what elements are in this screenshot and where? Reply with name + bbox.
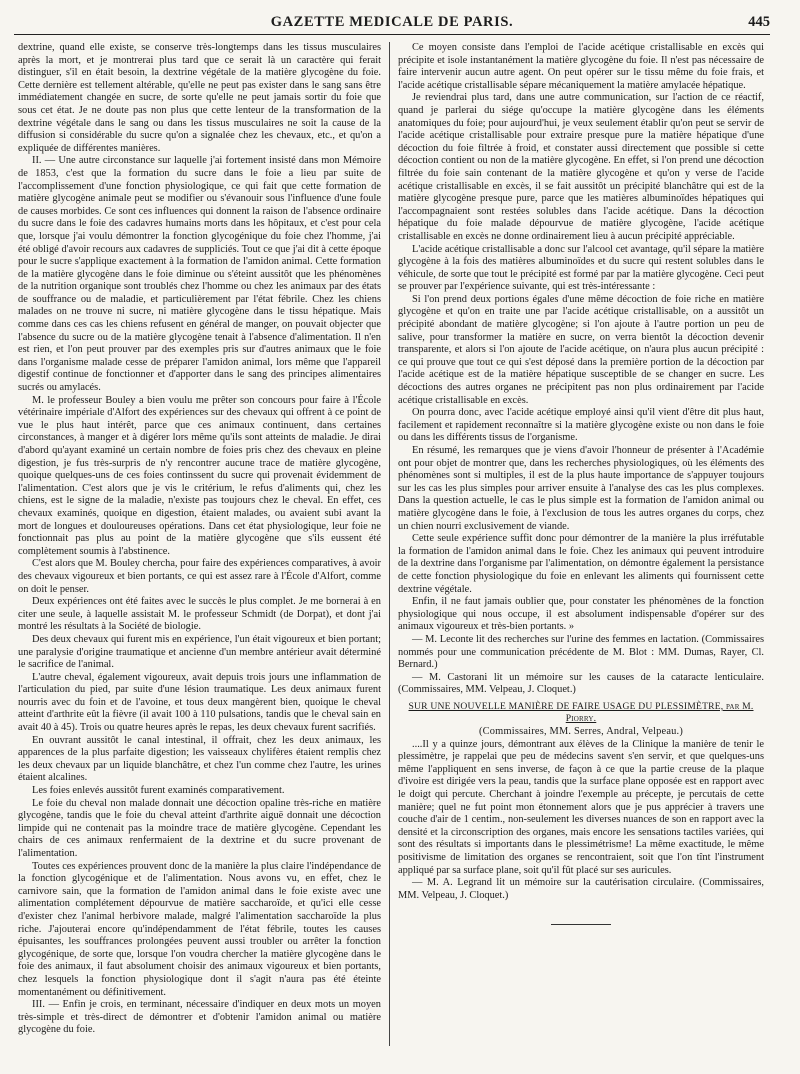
paragraph: dextrine, quand elle existe, se conserve très-longtemps dans les tissus musculaires après la mort, et je montrerai plus tard que ce serait là un caractère qui ferait distinguer, s'il en était besoin, la dextrine végétale de la matière glycogène du foie. Cette dernière est tellement altérable, qu'elle ne peut pas exister dans le sang sans être immédiatement changée en sucre, de sorte qu'elle ne peut jamais sortir du foie que sous cet état. Je ne doute pas non plus que cette lenteur de la transformation de la dextrine végétale dans le sang ou dans les tissus musculaires ne soit la cause de la diffusion si considérable du sucre qu'on a signalée chez les chevaux, etc., et qu'on a expliquée de différentes manières.	[18, 42, 381, 154]
paragraph: On pourra donc, avec l'acide acétique employé ainsi qu'il vient d'être dit plus haut, facilement et rapidement reconnaître si la matière glycogène existe ou non dans le foie ou dans les différents tissus de l'organisme.	[398, 407, 764, 444]
paragraph: Deux expériences ont été faites avec le succès le plus complet. Je me bornerai à en citer une seule, à laquelle assistait M. le professeur Schmidt (de Dorpat), et dont j'ai montré les résultats à la Société de biologie.	[18, 596, 381, 633]
paragraph: Cette seule expérience suffit donc pour démontrer de la manière la plus irréfutable la formation de l'amidon animal dans le foie. Chez les animaux qui peuvent introduire de la dextrine dans l'organisme par l'alimentation, on démontre également la persistance de cette fonction physiologique du foie en enlevant les aliments qui fournissent cette dextrine végétale.	[398, 533, 764, 595]
page-number: 445	[748, 14, 770, 30]
paragraph: Des deux chevaux qui furent mis en expérience, l'un était vigoureux et bien portant; une paralysie d'origine traumatique et ancienne d'un membre antérieur avait déterminé le sacrifice de l'animal.	[18, 633, 381, 671]
paragraph: ....Il y a quinze jours, démontrant aux élèves de la Clinique la manière de tenir le plessimètre, je rappelai que peu de médecins savent s'en servir, et que quelques-uns même l'appliquent en sens inverse, de façon à ce que la partie creuse de la plaque d'ivoire est dirigée vers la peau, tandis que la surface plane opposée est en rapport avec le doigt qui percute. Cherchant à joindre l'exemple au précepte, je percutais de cette manière; quel ne fut point mon étonnement alors que je pus apprécier à travers une couche d'air de 1 centim., non-seulement les diverses nuances de son en rapport avec la densité et la circonscription des organes, mais encore les sensations tactiles variées, qui sont des résultats si importants dans le plessimétrisme! La même exactitude, le même positivisme de limitation des organes se rencontraient, soit que l'on tînt l'instrument appliqué par sa surface plane, soit qu'il fût placé sur ses auricules.	[398, 738, 764, 876]
paragraph: M. le professeur Bouley a bien voulu me prêter son concours pour faire à l'École vétérinaire impériale d'Alfort des expériences sur des chevaux qui offrent à ce point de vue le plus haut intérêt, parce que ces animaux continuent, dans certaines circonstances, à manger et à digérer lors même qu'ils sont atteints de maladie. Je dirai d'abord qu'ayant examiné un certain nombre de foies pris chez des chevaux en pleine digestion, je fus très-surpris de n'y rencontrer aucune trace de matière glycogène, quoique quelques-uns de ces foies continssent du sucre qui provenait évidemment de l'alimentation. C'est alors que je vis le critérium, le refus d'aliments qui, chez les chiens, est le signe de la maladie, n'existe pas toujours chez le cheval. En effet, ces chevaux examinés, quoique en digestion, étaient malades, ou avaient subi avant la mort de longues et douloureuses opérations. Dans cet état physiologique, leur foie ne fonctionnait pas plus au point de la matière glycogène que s'ils eussent été complètement soumis à l'abstinence.	[18, 394, 381, 557]
paragraph: Le foie du cheval non malade donnait une décoction opaline très-riche en matière glycogène, tandis que le foie du cheval atteint d'arthrite aiguë donnait une décoction limpide qui ne contenait pas la moindre trace de matière glycogène. Cependant les chairs de ces animaux renfermaient de la dextrine et du sucre provenant de l'alimentation.	[18, 797, 381, 859]
paragraph: L'acide acétique cristallisable a donc sur l'alcool cet avantage, qu'il sépare la matière glycogène à la fois des matières albuminoïdes et du sucre qui restent solubles dans le véhicule, de sorte que tout le précipité est formé par par la matière glycogène. Ceci peut se prouver par l'expérience suivante, qui est très-intéressante :	[398, 243, 764, 293]
section-heading	[398, 701, 764, 739]
paragraph: Ce moyen consiste dans l'emploi de l'acide acétique cristallisable en excès qui précipite et isole instantanément la matière glycogène du foie. Il n'est pas nécessaire de faire intervenir aucun autre agent. On peut opérer sur le tissu même du foie frais, et l'acide acétique cristallisable sépare mécaniquement la matière amylacée hépatique.	[398, 42, 764, 91]
section-heading-title: SUR UNE NOUVELLE MANIÈRE DE FAIRE USAGE DU PLESSIMÈTRE, par M. Piorry.	[408, 700, 754, 725]
section-heading-commissioners: (Commissaires, MM. Serres, Andral, Velpeau.)	[479, 726, 683, 738]
left-column	[18, 42, 381, 1070]
journal-title: GAZETTE MEDICALE DE PARIS.	[270, 14, 514, 30]
paragraph: C'est alors que M. Bouley chercha, pour faire des expériences comparatives, à avoir des chevaux vigoureux et bien portants, ce qui est assez rare à l'École d'Alfort, comme on doit le penser.	[18, 558, 381, 595]
paragraph: Je reviendrai plus tard, dans une autre communication, sur l'action de ce réactif, quand je parlerai du siége qu'occupe la matière glycogène dans les éléments anatomiques du foie; pour aujourd'hui, je veux seulement établir qu'on peut se servir de l'acide acétique cristallisable pour extraire presque pure la matière hépatique d'une décoction du foie filtrée à froid, et constater aussi directement que possible si cette décoction contient ou non de la matière glycogène. En effet, si l'on prend une décoction filtrée du foie sain contenant de la matière glycogène et qu'on y verse de l'acide acétique cristallisable en excès, il se fait aussitôt un précipité blanchâtre qui est de la matière glycogène presque pure, parce que les matières albuminoïdes hépatiques qui l'accompagnaient sont restées solubles dans l'acide acétique. Dans la décoction hépatique du foie malade dépourvue de matière glycogène, l'acide acétique cristallisable en excès ne donne ordinairement lieu à aucun précipité appréciable.	[398, 92, 764, 242]
paragraph: En résumé, les remarques que je viens d'avoir l'honneur de présenter à l'Académie ont pour objet de montrer que, dans les recherches physiologiques, où les éléments des phénomènes sont si multiples, il est de la plus haute importance de s'appuyer toujours sur les cas les plus simples pour arriver ensuite à l'analyse des cas les plus complexes. Dans la question actuelle, le cas le plus simple est la formation de l'amidon animal ou matière glycogène dans le foie, à l'exclusion de tous les autres organes du corps, chez un chien nourri exclusivement de viande.	[398, 445, 764, 532]
paragraph: — M. Castorani lit un mémoire sur les causes de la cataracte lenticulaire. (Commissaires, MM. Velpeau, J. Cloquet.)	[398, 671, 764, 696]
column-divider	[389, 42, 390, 1046]
paragraph: Si l'on prend deux portions égales d'une même décoction de foie riche en matière glycogène et qu'on en traite une par l'acide acétique cristallisable, on a aussitôt un précipité abondant de matière glycogène; si l'on ajoute à l'autre portion un peu de salive, pour transformer la matière en sucre, on verra bientôt la décoction devenir transparente, et alors si l'on ajoute de l'acide acétique, on n'aura plus aucun précipité : ce qui prouve que tout ce qui s'est déposé dans la première portion de la décoction par l'acide acétique est de la matière hépatique susceptible de se changer en sucre. Les décoctions des autres organes ne précipitent pas non plus ordinairement par l'acide acétique cristallisable en excès.	[398, 293, 764, 406]
paragraph: — M. A. Legrand lit un mémoire sur la cautérisation circulaire. (Commissaires, MM. Velpeau, J. Cloquet.)	[398, 877, 764, 901]
paragraph: Toutes ces expériences prouvent donc de la manière la plus claire l'indépendance de la fonction glycogénique et de l'alimentation. Nous avons vu, en effet, chez le carnivore sain, que la formation de l'amidon animal dans le foie existe avec une alimentation complétement dépourvue de matière saccharoïde, et qu'ici elle cesse d'exister chez l'animal herbivore malade, malgré l'alimentation saccharoïde la plus riche. J'ajouterai encore qu'indépendamment de l'état fébrile, toutes les causes épuisantes, les souffrances prolongées peuvent aussi troubler ou arrêter la fonction glycogénique, de sorte que, lorsque l'on voudra chercher la matière glycogène dans le foie des animaux, il faut absolument choisir des animaux vigoureux et bien portants, chez lesquels la fonction physiologique dont il s'agit n'aura pas été éteinte momentanément ou définitivement.	[18, 860, 381, 998]
right-column	[398, 42, 764, 1070]
paragraph: L'autre cheval, également vigoureux, avait depuis trois jours une inflammation de l'articulation du pied, par suite d'une lésion traumatique. Les deux animaux furent nourris avec du foin et de l'avoine, et tous deux mangèrent bien, quoique le cheval atteint d'arthrite eût la fièvre (il avait 100 à 110 pulsations, tandis que le cheval sain en avait 40 à 45). Trois ou quatre heures après le repas, les deux chevaux furent sacrifiés.	[18, 671, 381, 734]
paragraph: — M. Leconte lit des recherches sur l'urine des femmes en lactation. (Commissaires nommés pour une communication précédente de M. Blot : MM. Dumas, Rayer, Cl. Bernard.)	[398, 633, 764, 671]
end-rule	[551, 924, 611, 925]
paragraph: II. — Une autre circonstance sur laquelle j'ai fortement insisté dans mon Mémoire de 1853, c'est que la formation du sucre dans le foie a lieu par suite de l'accomplissement d'une fonction physiologique, ce qui fait que cette formation de matière glycogène animale peut se modifier ou s'évanouir sous l'influence d'une foule de causes morbides. Ce sont ces influences qui donnent la raison de l'absence ordinaire du sucre dans le foie des cadavres humains morts dans les hôpitaux, et c'est pour cela que, lorsque j'ai voulu démontrer la fonction glycogénique du foie chez l'homme, j'ai été obligé d'avoir recours aux cadavres de suppliciés. Tout ce que j'ai dit à cette époque pour le sucre s'applique exactement à la formation de l'amidon animal. Cette formation de la matière glycogène dans le foie diminue ou s'éteint aussitôt que les phénomènes de la nutrition organique sont troublés chez l'homme ou chez les animaux par des états de souffrance ou de maladie, et particulièrement par l'état fébrile. Chez les chiens malades on ne trouve ni sucre, ni matière glycogène dans le tissu hépatique. Mais comme dans ces cas les chiens refusent en général de manger, on pouvait objecter que l'absence du sucre ou de la matière glycogène tenait à l'absence d'alimentation. Il n'en est rien, et l'on peut prouver par des exemples pris sur d'autres animaux que le foie dans l'organisme malade cesse de préparer l'amidon animal, lors même que l'appareil digestif continue de fonctionner et d'apporter dans le sang des principes alimentaires sucrés ou amylacés.	[18, 155, 381, 394]
paragraph: Enfin, il ne faut jamais oublier que, pour constater les phénomènes de la fonction physiologique qui nous occupe, il est absolument indispensable d'opérer sur des animaux vigoureux et très-bien portants. »	[398, 596, 764, 633]
paragraph: En ouvrant aussitôt le canal intestinal, il offrait, chez les deux animaux, les apparences de la plus parfaite digestion; les vaisseaux chylifères étaient remplis chez les deux chevaux par un liquide blanchâtre, et chez l'un comme chez l'autre, les urines étaient alcalines.	[18, 734, 381, 784]
page-header	[14, 14, 770, 35]
paragraph: III. — Enfin je crois, en terminant, nécessaire d'indiquer en deux mots un moyen très-simple et très-direct de démontrer et d'obtenir l'amidon animal ou matière glycogène du foie.	[18, 999, 381, 1036]
paragraph: Les foies enlevés aussitôt furent examinés comparativement.	[32, 785, 285, 797]
